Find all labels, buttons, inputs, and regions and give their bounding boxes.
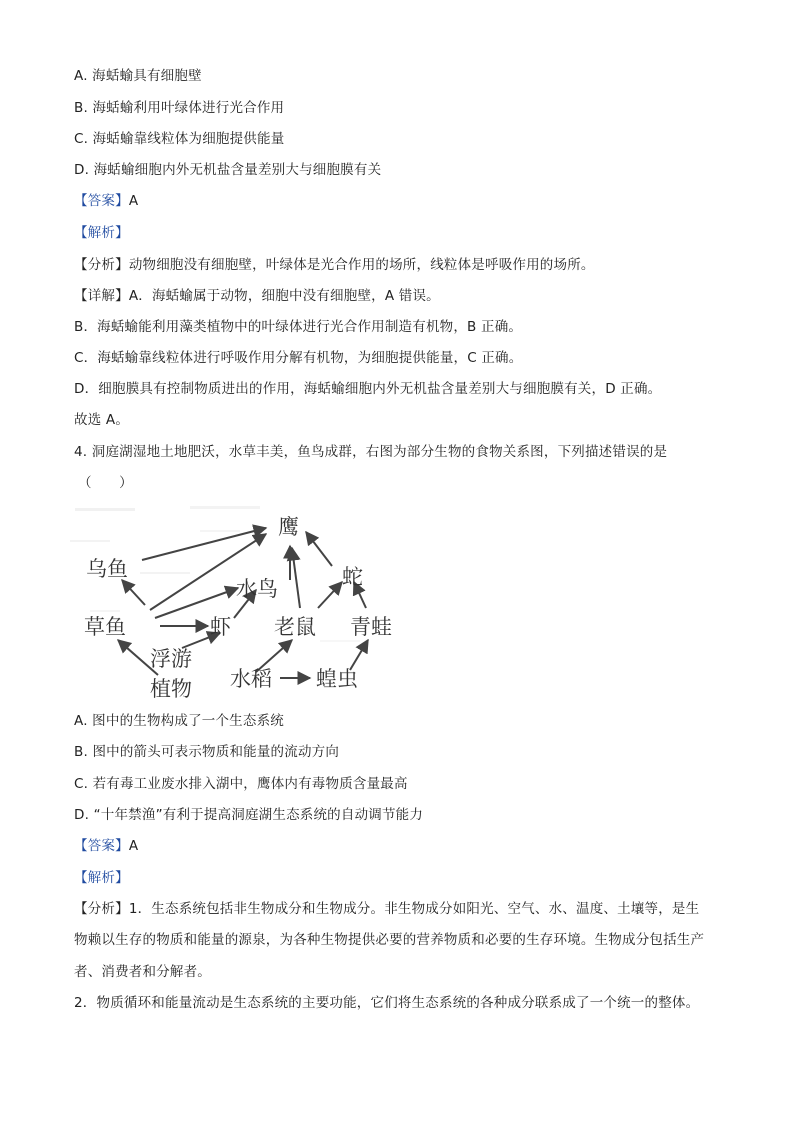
q4-answer-label: 答案	[87, 838, 116, 854]
fenxi-line: 【分析】动物细胞没有细胞壁，叶绿体是光合作用的场所，线粒体是呼吸作用的场所。	[74, 257, 595, 273]
answer-line	[74, 191, 138, 211]
arrow-laoshu-ying	[292, 548, 300, 608]
q4-analysis-heading: 【解析】	[74, 870, 129, 886]
label-xia: 虾	[210, 615, 231, 639]
label-fuyou: 浮游	[150, 647, 192, 671]
q4-fenxi-label: 分析	[87, 901, 116, 917]
option-d: D. 海蛞蝓细胞内外无机盐含量差别大与细胞膜有关	[74, 162, 382, 178]
arrow-caoyu-wuyu	[122, 580, 145, 605]
detail-b: B．海蛞蝓能利用藻类植物中的叶绿体进行光合作用制造有机物，B 正确。	[74, 319, 523, 335]
arrow-laoshu-she	[318, 582, 342, 608]
xiangjie-text: A．海蛞蝓属于动物，细胞中没有细胞壁，A 错误。	[128, 288, 440, 304]
answer-label: 答案	[87, 193, 116, 209]
detail-d: D．细胞膜具有控制物质进出的作用，海蛞蝓细胞内外无机盐含量差别大与细胞膜有关，D 正确。	[74, 381, 662, 397]
question-4-stem: 4. 洞庭湖湿地土地肥沃，水草丰美，鱼鸟成群，右图为部分生物的食物关系图，下列描述错误的是	[74, 444, 668, 460]
answer-bracket-open: 【	[74, 193, 88, 209]
arrow-huangchong-qingwa	[350, 640, 368, 670]
label-qingwa: 青蛙	[350, 615, 392, 639]
answer-bracket-close: 】	[115, 193, 129, 209]
label-shuiniao: 水鸟	[236, 577, 278, 601]
q4-fenxi-text-1: 1．生态系统包括非生物成分和生物成分。非生物成分如阳光、空气、水、温度、土壤等，是生	[128, 901, 700, 917]
q4-fenxi-line-2: 物赖以生存的物质和能量的源泉，为各种生物提供必要的营养物质和必要的生存环境。生物成分包括生产	[74, 932, 705, 948]
answer-value: A	[128, 193, 139, 209]
arrow-wuyu-ying	[142, 528, 266, 560]
option-a: A. 海蛞蝓具有细胞壁	[74, 68, 202, 84]
label-wuyu: 乌鱼	[86, 557, 128, 581]
label-zhiwu: 植物	[150, 677, 192, 701]
analysis-label: 解析	[87, 225, 116, 241]
label-huangchong: 蝗虫	[316, 667, 358, 691]
option-c: C. 海蛞蝓靠线粒体为细胞提供能量	[74, 131, 285, 147]
label-laoshu: 老鼠	[274, 615, 316, 639]
q4-option-d: D. “十年禁渔”有利于提高洞庭湖生态系统的自动调节能力	[74, 807, 424, 823]
label-ying: 鹰	[278, 515, 299, 539]
q4-option-b: B. 图中的箭头可表示物质和能量的流动方向	[74, 744, 340, 760]
analysis-heading: 【解析】	[74, 225, 129, 241]
xiangjie-line: 【详解】A．海蛞蝓属于动物，细胞中没有细胞壁，A 错误。	[74, 288, 440, 304]
conclusion: 故选 A。	[74, 412, 130, 428]
arrow-she-ying	[306, 532, 332, 566]
arrow-caoyu-shuiniao	[155, 588, 238, 618]
fenxi-label: 分析	[87, 257, 116, 273]
q4-fenxi-line-3: 者、消费者和分解者。	[74, 964, 211, 980]
q4-analysis-label: 解析	[87, 870, 116, 886]
q4-fenxi-line-1: 【分析】1．生态系统包括非生物成分和生物成分。非生物成分如阳光、空气、水、温度、土壤等，是生	[74, 901, 700, 917]
q4-option-a: A. 图中的生物构成了一个生态系统	[74, 713, 284, 729]
question-4-blank: （ ）	[78, 475, 133, 491]
food-web-figure	[70, 500, 410, 705]
label-shuidao: 水稻	[230, 667, 272, 691]
label-caoyu: 草鱼	[84, 615, 126, 639]
detail-c: C．海蛞蝓靠线粒体进行呼吸作用分解有机物，为细胞提供能量，C 正确。	[74, 350, 523, 366]
q4-option-c: C. 若有毒工业废水排入湖中，鹰体内有毒物质含量最高	[74, 776, 408, 792]
q4-fenxi-line-4: 2．物质循环和能量流动是生态系统的主要功能，它们将生态系统的各种成分联系成了一个统一的整体。	[74, 995, 700, 1011]
option-b: B. 海蛞蝓利用叶绿体进行光合作用	[74, 100, 285, 116]
label-she: 蛇	[342, 565, 363, 589]
food-web-svg	[70, 500, 410, 705]
fenxi-text: 动物细胞没有细胞壁，叶绿体是光合作用的场所，线粒体是呼吸作用的场所。	[128, 257, 595, 273]
q4-answer-line: 【答案】A	[74, 838, 139, 854]
q4-answer-value: A	[128, 838, 139, 854]
xiangjie-label: 详解	[87, 288, 116, 304]
